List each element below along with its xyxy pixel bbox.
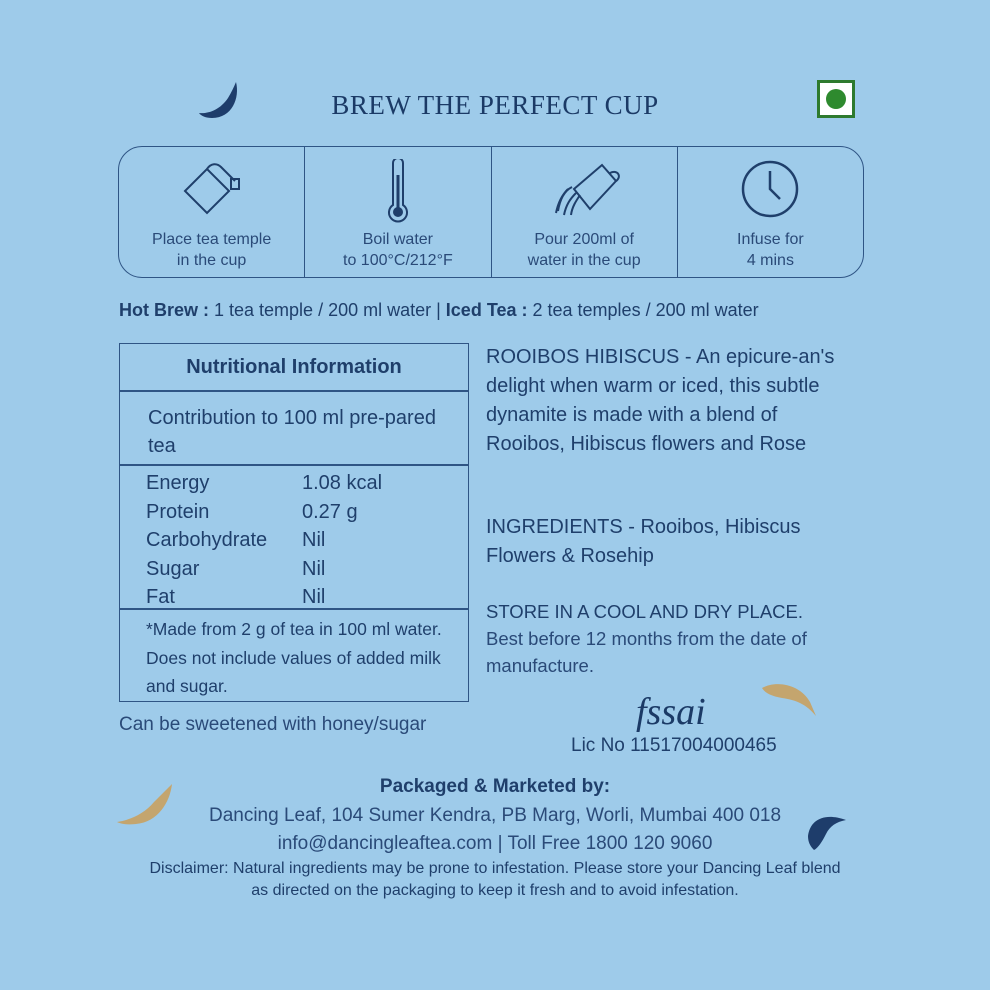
sweeten-note: Can be sweetened with honey/sugar [119, 714, 427, 735]
step-pour-water [492, 147, 678, 277]
product-description: ROOIBOS HIBISCUS - An epicure-an's delight when warm or iced, this subtle dynamite is made with a blend of Rooibos, Hibiscus flowers and Rose [486, 346, 835, 455]
veg-symbol-icon [817, 80, 855, 118]
step-label: Place tea temple in the cup [152, 231, 272, 269]
company-address: Dancing Leaf, 104 Sumer Kendra, PB Marg, Worli, Mumbai 400 018 [208, 805, 782, 826]
fssai-logo: fssai [636, 691, 706, 733]
nutrition-table [119, 343, 469, 702]
step-label: Pour 200ml of water in the cup [527, 231, 641, 269]
iced-tea-value: 2 tea temples / 200 ml water [527, 300, 759, 320]
nutrient-name: Fat [146, 586, 175, 608]
storage-line-1: STORE IN A COOL AND DRY PLACE. [486, 601, 804, 622]
thermometer-icon [383, 159, 413, 225]
step-label: Boil water to 100°C/212°F [343, 231, 453, 269]
nutrient-value: Nil [302, 557, 326, 580]
tea-bag-icon [177, 159, 247, 223]
nutrition-row [146, 469, 468, 498]
step-place-tea [119, 147, 305, 277]
nutrition-row [146, 583, 468, 612]
step-infuse [678, 147, 863, 277]
nutrient-name: Carbohydrate [146, 529, 268, 551]
dosage-line [119, 300, 759, 321]
nutrient-name: Protein [146, 500, 210, 523]
nutrition-row [146, 498, 468, 527]
nutrition-row [146, 555, 468, 584]
step-label: Infuse for 4 mins [737, 231, 804, 269]
ingredients: INGREDIENTS - Rooibos, Hibiscus Flowers & Rosehip [486, 516, 801, 567]
clock-icon [738, 159, 802, 223]
nutrition-rows [120, 466, 468, 610]
brew-steps [118, 146, 864, 278]
nutrient-value: 0.27 g [302, 500, 358, 523]
nutrition-row [146, 526, 468, 555]
nutrient-value: Nil [302, 586, 326, 608]
disclaimer-text: Disclaimer: Natural ingredients may be prone to infestation. Please store your Dancing Leaf blend as directed on the packaging to keep it fresh and to avoid infestation. [149, 860, 841, 899]
nutrition-heading: Nutritional Information [120, 344, 468, 392]
company-contact [0, 802, 990, 858]
nutrient-value: 1.08 kcal [302, 472, 383, 494]
kettle-pour-icon [544, 159, 624, 223]
page-title: BREW THE PERFECT CUP [331, 90, 659, 120]
disclaimer [0, 858, 990, 902]
nutrient-name: Energy [146, 472, 210, 494]
iced-tea-label: Iced Tea : [445, 300, 528, 320]
license-number: Lic No 11517004000465 [571, 735, 777, 756]
nutrient-name: Sugar [146, 557, 200, 580]
nutrition-contribution: Contribution to 100 ml pre-pared tea [120, 392, 468, 466]
storage-line-2: Best before 12 months from the date of manufacture. [486, 628, 807, 676]
hot-brew-value: 1 tea temple / 200 ml water | [209, 300, 446, 320]
packaged-heading: Packaged & Marketed by: [379, 776, 611, 797]
nutrition-footnote: *Made from 2 g of tea in 100 ml water. Does not include values of added milk and sugar. [146, 619, 442, 696]
nutrient-value: Nil [302, 529, 326, 551]
hot-brew-label: Hot Brew : [119, 300, 209, 320]
leaf-icon [760, 680, 818, 720]
storage-info [486, 598, 866, 679]
step-boil-water [305, 147, 491, 277]
company-email-phone: info@dancingleaftea.com | Toll Free 1800 120 9060 [277, 833, 713, 854]
